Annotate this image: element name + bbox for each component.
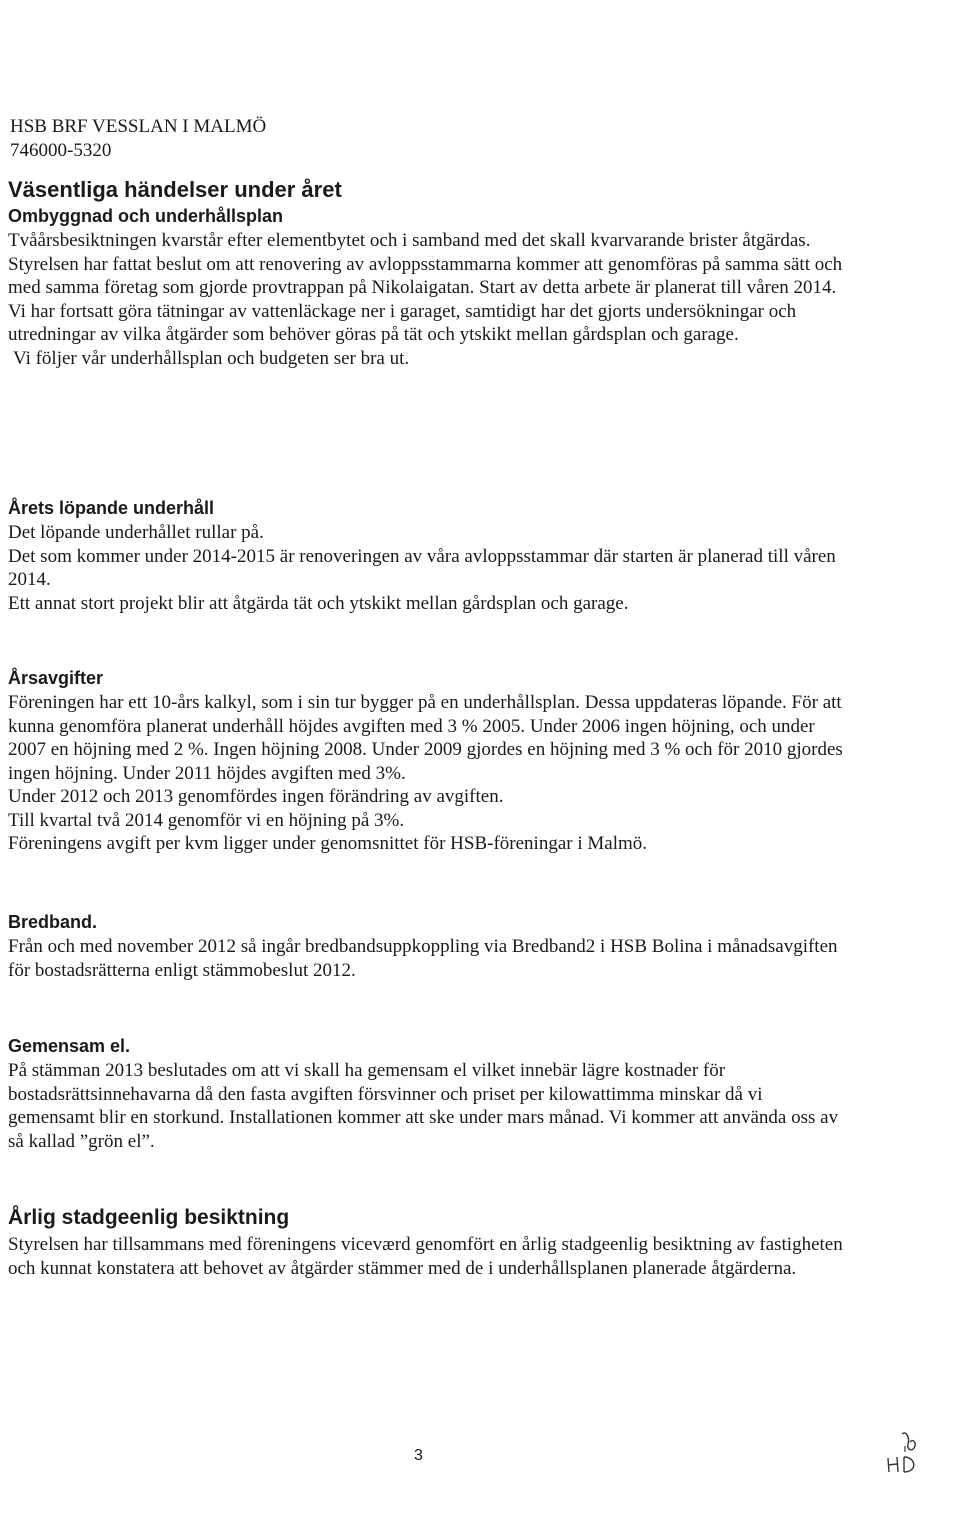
organization-header (10, 115, 910, 162)
signature-icon (880, 1422, 940, 1482)
paragraph: Föreningens avgift per kvm ligger under genomsnittet för HSB-föreningar i Malmö. (8, 833, 648, 854)
section-arsavgifter (8, 667, 848, 856)
section-heading: Gemensam el. (8, 1036, 131, 1056)
section-lopande-underhall (8, 497, 848, 615)
section-heading: Bredband. (8, 912, 98, 932)
paragraph: Ett annat stort projekt blir att åtgärda tät och ytskikt mellan gårdsplan och garage. (8, 592, 629, 614)
section-ombyggnad (8, 205, 848, 370)
paragraph: Styrelsen har fattat beslut om att renovering av avloppsstammarna kommer att genomföras på samma sätt och med samma företag som gjorde provtrappan på Nikolaigatan. Start av detta arbete är planerat till våren 2014. (8, 253, 843, 298)
section-gemensam-el (8, 1035, 848, 1153)
paragraph: På stämman 2013 beslutades om att vi skall ha gemensam el vilket innebär lägre kostnader för bostadsrättsinnehavarna då den fasta avgiften försvinner och priset per kilowattimma minskar då vi gemensamt blir en storkund. Installationen kommer att ske under mars månad. Vi kommer att använda oss av så kallad ”grön el”. (8, 1060, 839, 1152)
handwritten-initials (880, 1422, 940, 1482)
section-heading: Årets löpande underhåll (8, 498, 215, 518)
paragraph: Det löpande underhållet rullar på. (8, 522, 264, 543)
paragraph: Styrelsen har tillsammans med föreningens viceværd genomfört en årlig stadgeenlig besiktning av fastigheten och kunnat konstatera att behovet av åtgärder stämmer med de i underhållsplanen planerade åtgärderna. (8, 1234, 843, 1279)
paragraph: Till kvartal två 2014 genomför vi en höjning på 3%. (8, 809, 405, 831)
paragraph: Vi följer vår underhållsplan och budgeten ser bra ut. (13, 347, 410, 369)
section-heading: Ombyggnad och underhållsplan (8, 206, 284, 226)
page-number: 3 (414, 1447, 423, 1464)
paragraph: Under 2012 och 2013 genomfördes ingen förändring av avgiften. (8, 786, 504, 807)
section-bredband (8, 911, 848, 982)
section-heading: Årlig stadgeenlig besiktning (8, 1206, 290, 1229)
organization-name: HSB BRF VESSLAN I MALMÖ (10, 116, 267, 137)
organization-number: 746000-5320 (10, 139, 112, 161)
paragraph: Vi har fortsatt göra tätningar av vattenläckage ner i garaget, samtidigt har det gjorts undersökningar och utredningar av vilka åtgärder som behöver göras på tät och ytskikt mellan gårdsplan och garage. (8, 300, 797, 345)
paragraph: Föreningen har ett 10-års kalkyl, som i sin tur bygger på en underhållsplan. Dessa uppdateras löpande. För att kunna genomföra planerat underhåll höjdes avgiften med 3 % 2005. Under 2006 ingen höjning, och under 2007 en höjning med 2 %. Ingen höjning 2008. Under 2009 gjordes en höjning med 3 % och för 2010 gjordes ingen höjning. Under 2011 höjdes avgiften med 3%. (8, 692, 843, 784)
section-heading: Årsavgifter (8, 668, 104, 688)
paragraph: Från och med november 2012 så ingår bredbandsuppkoppling via Bredband2 i HSB Bolina i månadsavgiften för bostadsrätterna enligt stämmobeslut 2012. (8, 936, 838, 981)
paragraph: Tvåårsbesiktningen kvarstår efter elementbytet och i samband med det skall kvarvarande brister åtgärdas. (8, 230, 811, 251)
section-arlig-besiktning (8, 1205, 848, 1280)
document-title: Väsentliga händelser under året (8, 177, 342, 202)
paragraph: Det som kommer under 2014-2015 är renoveringen av våra avloppsstammar där starten är planerad till våren 2014. (8, 545, 836, 590)
